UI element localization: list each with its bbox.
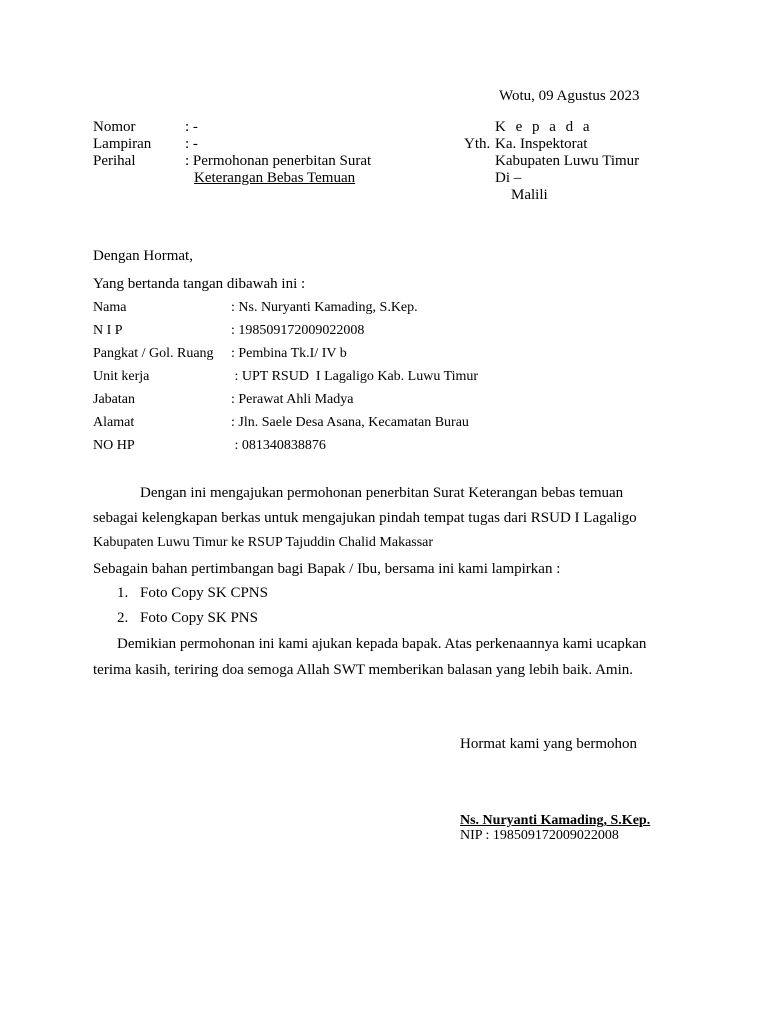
body-para-line-3: Kabupaten Luwu Timur ke RSUP Tajuddin Chalid Makassar <box>93 535 434 550</box>
perihal-value-1: : Permohonan penerbitan Surat <box>185 153 372 169</box>
greeting: Dengan Hormat, <box>93 248 193 264</box>
lampiran-label: Lampiran <box>93 136 152 152</box>
signature-nip: NIP : 198509172009022008 <box>460 828 619 843</box>
identity-label: Unit kerja <box>93 369 150 384</box>
identity-label: Jabatan <box>93 392 135 407</box>
attachment-number: 2. <box>117 610 129 626</box>
closing-line-1: Demikian permohonan ini kami ajukan kepada bapak. Atas perkenaannya kami ucapkan <box>117 636 647 652</box>
identity-label: Alamat <box>93 415 135 430</box>
recipient-line-4: Malili <box>511 187 548 203</box>
kepada-label: K e p a d a <box>495 119 593 135</box>
date-line: Wotu, 09 Agustus 2023 <box>499 88 640 104</box>
attachment-number: 1. <box>117 585 129 601</box>
body-para-line-1: Dengan ini mengajukan permohonan penerbitan Surat Keterangan bebas temuan <box>140 485 624 501</box>
lampiran-value: : - <box>185 136 198 152</box>
identity-value: : 198509172009022008 <box>231 323 365 338</box>
identity-value: : Pembina Tk.I/ IV b <box>231 346 347 361</box>
body-para-line-2: sebagai kelengkapan berkas untuk mengajukan pindah tempat tugas dari RSUD I Lagaligo <box>93 510 637 526</box>
attachment-item: Foto Copy SK CPNS <box>140 585 268 601</box>
recipient-line-3: Di – <box>495 170 522 186</box>
signature-salutation: Hormat kami yang bermohon <box>460 736 638 752</box>
identity-label: N I P <box>93 323 123 338</box>
nomor-label: Nomor <box>93 119 136 135</box>
identity-label: Pangkat / Gol. Ruang <box>93 346 214 361</box>
identity-value: : Jln. Saele Desa Asana, Kecamatan Burau <box>231 415 469 430</box>
signature-name: Ns. Nuryanti Kamading, S.Kep. <box>460 813 651 828</box>
identity-value: : 081340838876 <box>231 438 326 453</box>
attachment-item: Foto Copy SK PNS <box>140 610 258 626</box>
attachment-intro: Sebagain bahan pertimbangan bagi Bapak / Ibu, bersama ini kami lampirkan : <box>93 561 561 577</box>
yth-label: Yth. <box>464 136 491 152</box>
identity-value: : UPT RSUD I Lagaligo Kab. Luwu Timur <box>231 369 479 384</box>
perihal-label: Perihal <box>93 153 136 169</box>
identity-label: NO HP <box>93 438 135 453</box>
identity-label: Nama <box>93 300 127 315</box>
closing-line-2: terima kasih, teriring doa semoga Allah SWT memberikan balasan yang lebih baik. Amin. <box>93 662 634 678</box>
nomor-value: : - <box>185 119 198 135</box>
recipient-line-1: Ka. Inspektorat <box>495 136 588 152</box>
identity-value: : Perawat Ahli Madya <box>231 392 354 407</box>
perihal-value-2: Keterangan Bebas Temuan <box>194 170 356 186</box>
recipient-line-2: Kabupaten Luwu Timur <box>495 153 640 169</box>
intro-line: Yang bertanda tangan dibawah ini : <box>93 276 306 292</box>
identity-value: : Ns. Nuryanti Kamading, S.Kep. <box>231 300 418 315</box>
